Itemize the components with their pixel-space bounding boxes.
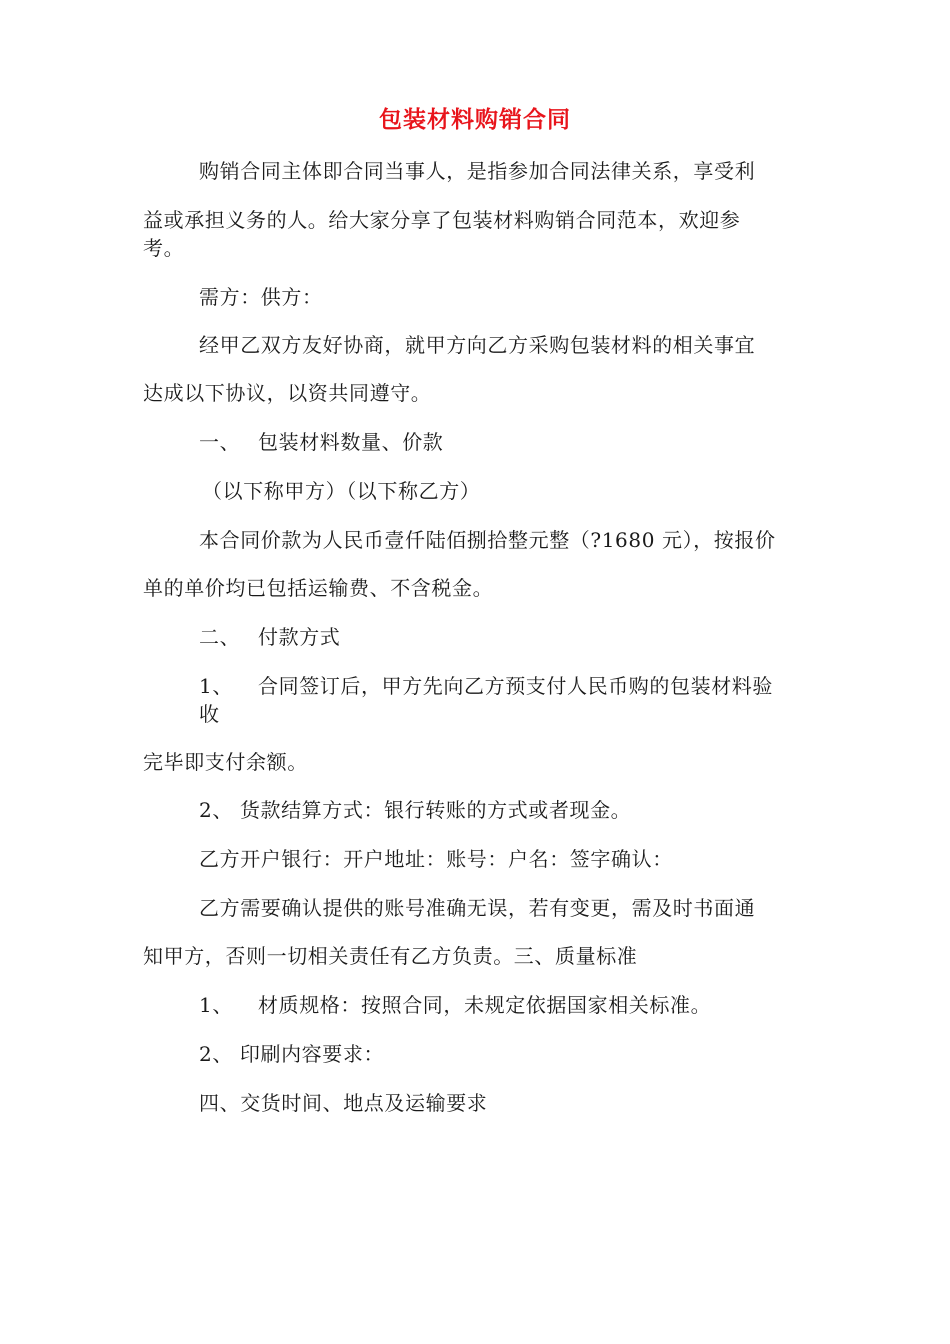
paragraph-line: 考。 — [143, 236, 185, 260]
paragraph-line: 达成以下协议，以资共同遵守。 — [143, 381, 432, 405]
section-heading: 四、交货时间、地点及运输要求 — [199, 1091, 488, 1115]
section-heading: 包装材料数量、价款 — [258, 430, 444, 454]
paragraph-line: 单的单价均已包括运输费、不含税金。 — [143, 576, 494, 600]
item-number: 1、 — [199, 674, 233, 698]
paragraph-line: 需方：供方： — [199, 285, 323, 309]
paragraph-line: 乙方需要确认提供的账号准确无误，若有变更，需及时书面通 — [199, 896, 756, 920]
paragraph-line: （以下称甲方）（以下称乙方） — [202, 479, 481, 503]
paragraph-line: 2、 印刷内容要求： — [199, 1042, 385, 1066]
paragraph-line: 益或承担义务的人。给大家分享了包装材料购销合同范本，欢迎参 — [143, 208, 741, 232]
section-number: 一、 — [199, 430, 241, 454]
paragraph-line: 知甲方，否则一切相关责任有乙方负责。三、质量标准 — [143, 944, 638, 968]
item-number: 1、 — [199, 993, 233, 1017]
paragraph-line: 经甲乙双方友好协商，就甲方向乙方采购包装材料的相关事宜 — [199, 333, 756, 357]
paragraph-line: 购销合同主体即合同当事人，是指参加合同法律关系，享受利 — [199, 159, 756, 183]
paragraph-line: 2、 货款结算方式：银行转账的方式或者现金。 — [199, 798, 632, 822]
paragraph-line: 合同签订后，甲方先向乙方预支付人民币购的包装材料验 — [258, 674, 773, 698]
paragraph-line: 材质规格：按照合同，未规定依据国家相关标准。 — [258, 993, 712, 1017]
section-number: 二、 — [199, 625, 241, 649]
paragraph-line: 乙方开户银行：开户地址：账号：户名：签字确认： — [199, 847, 673, 871]
paragraph-line: 本合同价款为人民币壹仟陆佰捌拾整元整（?1680 元），按报价 — [199, 528, 776, 552]
section-heading: 付款方式 — [258, 625, 341, 649]
paragraph-line: 完毕即支付余额。 — [143, 750, 308, 774]
document-title: 包装材料购销合同 — [379, 106, 571, 133]
paragraph-line: 收 — [199, 702, 220, 726]
